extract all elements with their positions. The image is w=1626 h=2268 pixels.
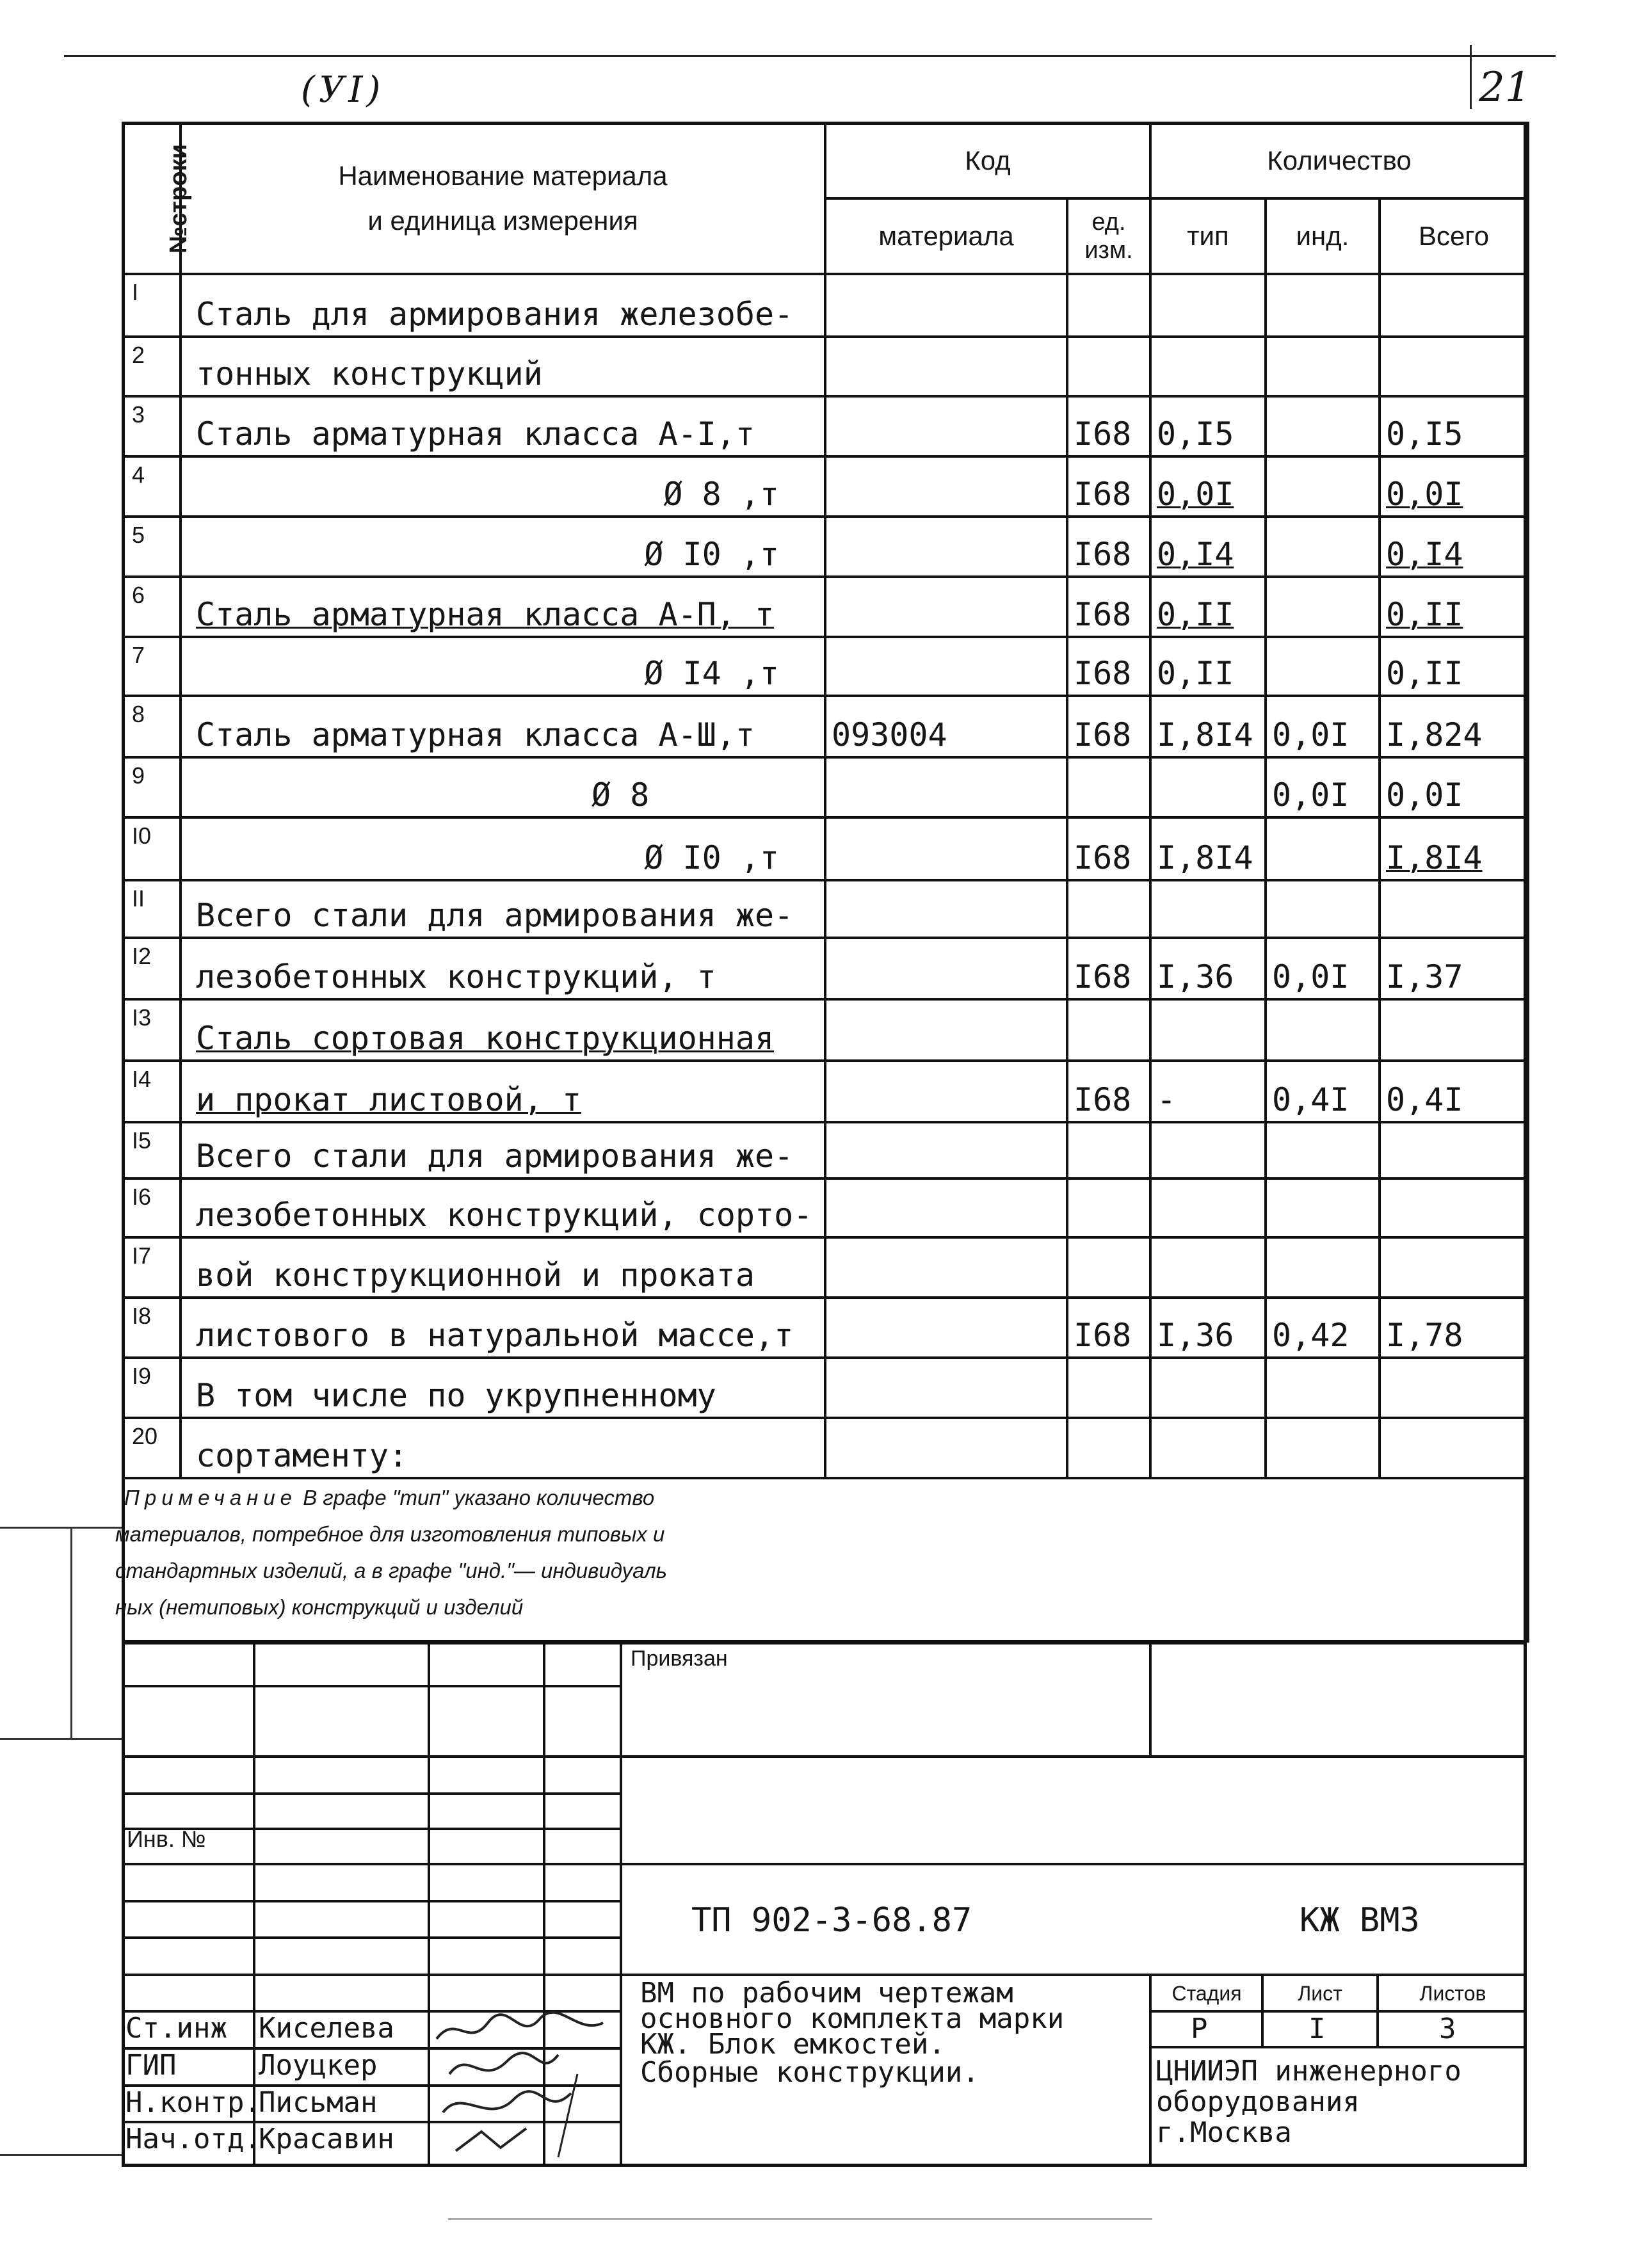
- note-line4: ных (нетиповых) конструкций и изделий: [115, 1595, 524, 1619]
- qty-total: [1380, 1418, 1528, 1478]
- unit-code: [1067, 880, 1150, 938]
- qty-total: 0,I4: [1380, 517, 1528, 577]
- row-number: 9: [123, 757, 181, 817]
- signer-name: Лоуцкер: [259, 2049, 378, 2082]
- document-mark: КЖ ВМЗ: [1300, 1901, 1420, 1940]
- row-number: I0: [123, 817, 181, 880]
- row-number: I8: [123, 1298, 181, 1358]
- qty-ind: [1266, 337, 1380, 396]
- material-code: [825, 1298, 1067, 1358]
- qty-ind: [1266, 517, 1380, 577]
- table-row: [123, 517, 1528, 577]
- grid-line: [122, 1642, 1527, 1645]
- row-number: II: [123, 880, 181, 938]
- name-header: [181, 123, 825, 274]
- qty-ind: [1266, 1358, 1380, 1418]
- qty-ind: [1266, 274, 1380, 337]
- bottom-rule: [448, 2218, 1152, 2220]
- table-row: [123, 880, 1528, 938]
- qty-ind: [1266, 817, 1380, 880]
- table-row: [123, 577, 1528, 637]
- page-number: 21: [1479, 64, 1531, 111]
- sheets-value: 3: [1439, 2013, 1456, 2045]
- grid-line: [1149, 1974, 1152, 2167]
- table-row: [123, 817, 1528, 880]
- material-code: [825, 396, 1067, 456]
- sheet-label: Лист: [1298, 1982, 1342, 2005]
- qty-type: 0,II: [1150, 577, 1266, 637]
- unit-code: I68: [1067, 456, 1150, 517]
- title-line-3: КЖ. Блок емкостей.: [640, 2028, 946, 2061]
- material-code: [825, 1418, 1067, 1478]
- row-number: 7: [123, 637, 181, 696]
- table-row: [123, 999, 1528, 1061]
- table-row: [123, 337, 1528, 396]
- qty-type: I,36: [1150, 1298, 1266, 1358]
- code-unit-header: [1067, 198, 1150, 274]
- document-code: ТП 902-3-68.87: [691, 1901, 972, 1940]
- table-row: [123, 1358, 1528, 1418]
- name-header-line1: Наименование материала: [338, 161, 668, 191]
- qty-ind: [1266, 396, 1380, 456]
- stage-value: Р: [1191, 2013, 1208, 2045]
- row-number: 8: [123, 696, 181, 757]
- qty-type: [1150, 274, 1266, 337]
- row-number: 20: [123, 1418, 181, 1478]
- top-rule: [64, 55, 1556, 57]
- qty-total: I,824: [1380, 696, 1528, 757]
- table-row: [123, 938, 1528, 999]
- title-line-2: основного комплекта марки: [640, 2002, 1065, 2035]
- qty-ind: [1266, 1178, 1380, 1237]
- material-name: Ø I0 ,т: [181, 817, 825, 880]
- note-row: [123, 1478, 1528, 1641]
- unit-code: [1067, 999, 1150, 1061]
- qty-ind: [1266, 456, 1380, 517]
- row-number: 6: [123, 577, 181, 637]
- table-row: [123, 1178, 1528, 1237]
- qty-type: [1150, 1122, 1266, 1178]
- row-number-header-label: №строки: [165, 143, 192, 253]
- margin-line: [0, 2154, 122, 2156]
- page-number-box-left: [1470, 45, 1472, 109]
- qty-total: 0,II: [1380, 577, 1528, 637]
- qty-ind: [1266, 577, 1380, 637]
- row-number: I: [123, 274, 181, 337]
- qty-ind: [1266, 999, 1380, 1061]
- row-number: I4: [123, 1061, 181, 1122]
- qty-type: [1150, 337, 1266, 396]
- table-row: [123, 1298, 1528, 1358]
- qty-total: 0,0I: [1380, 757, 1528, 817]
- qty-type: 0,I4: [1150, 517, 1266, 577]
- signer-name: Красавин: [259, 2123, 394, 2155]
- sheet-mark: (УI): [301, 69, 385, 111]
- qty-ind: [1266, 1418, 1380, 1478]
- material-code: [825, 517, 1067, 577]
- qty-total: 0,I5: [1380, 396, 1528, 456]
- qty-total: 0,4I: [1380, 1061, 1528, 1122]
- qty-type: I,8I4: [1150, 817, 1266, 880]
- qty-type: [1150, 1358, 1266, 1418]
- qty-type: [1150, 1237, 1266, 1298]
- qty-type: [1150, 757, 1266, 817]
- qty-type: I,36: [1150, 938, 1266, 999]
- table-row: [123, 1237, 1528, 1298]
- unit-code: [1067, 274, 1150, 337]
- qty-ind: [1266, 637, 1380, 696]
- row-number-header: [123, 123, 192, 274]
- unit-code: [1067, 1178, 1150, 1237]
- signer-name: Киселева: [259, 2012, 394, 2045]
- title-line-1: ВМ по рабочим чертежам: [640, 1977, 1013, 2009]
- table-row: [123, 396, 1528, 456]
- qty-ind: [1266, 1122, 1380, 1178]
- qty-total: [1380, 880, 1528, 938]
- qty-type: [1150, 999, 1266, 1061]
- grid-line: [122, 1936, 621, 1939]
- material-code: [825, 456, 1067, 517]
- table-row: [123, 757, 1528, 817]
- row-number: 3: [123, 396, 181, 456]
- signer-role: Н.контр.: [125, 2086, 261, 2119]
- qty-total: 0,II: [1380, 637, 1528, 696]
- unit-code: I68: [1067, 1298, 1150, 1358]
- material-code: [825, 880, 1067, 938]
- material-code: [825, 1122, 1067, 1178]
- material-name: Сталь арматурная класса А-I,т: [181, 396, 825, 456]
- material-name: Ø 8 ,т: [181, 456, 825, 517]
- material-code: [825, 274, 1067, 337]
- grid-line: [620, 1755, 1527, 1758]
- unit-code: I68: [1067, 817, 1150, 880]
- qty-ind: [1266, 880, 1380, 938]
- table-row: [123, 696, 1528, 757]
- title-line-4: Сборные конструкции.: [640, 2056, 979, 2089]
- qty-total: [1380, 1122, 1528, 1178]
- qty-total: [1380, 1358, 1528, 1418]
- qty-ind: 0,0I: [1266, 696, 1380, 757]
- qty-ind-header: инд.: [1266, 198, 1380, 274]
- qty-ind: 0,0I: [1266, 757, 1380, 817]
- signer-role: ГИП: [125, 2049, 177, 2082]
- material-code: [825, 1237, 1067, 1298]
- code-unit-header-line1: ед.: [1091, 209, 1126, 236]
- org-line-3: г.Москва: [1156, 2116, 1292, 2149]
- material-code: [825, 999, 1067, 1061]
- grid-line: [122, 1755, 621, 1758]
- sheet-value: I: [1308, 2013, 1326, 2045]
- material-name: Всего стали для армирования же-: [181, 1122, 825, 1178]
- qty-total: 0,0I: [1380, 456, 1528, 517]
- qty-total: [1380, 999, 1528, 1061]
- org-line-2: оборудования: [1156, 2086, 1360, 2118]
- row-number: 2: [123, 337, 181, 396]
- note-line3: стандартных изделий, а в графе "инд."— индивидуаль: [115, 1559, 668, 1582]
- unit-code: I68: [1067, 577, 1150, 637]
- qty-type-header: тип: [1150, 198, 1266, 274]
- material-name: Ø 8: [181, 757, 825, 817]
- code-header: Код: [825, 123, 1150, 198]
- row-number: I6: [123, 1178, 181, 1237]
- signer-role: Нач.отд.: [125, 2123, 261, 2155]
- grid-line: [620, 1974, 1527, 1976]
- table-row: [123, 637, 1528, 696]
- qty-ind: [1266, 1237, 1380, 1298]
- qty-total: [1380, 1237, 1528, 1298]
- row-number: I2: [123, 938, 181, 999]
- unit-code: I68: [1067, 517, 1150, 577]
- qty-total: [1380, 337, 1528, 396]
- qty-ind: 0,4I: [1266, 1061, 1380, 1122]
- row-number: I5: [123, 1122, 181, 1178]
- code-material-header: материала: [825, 198, 1067, 274]
- qty-type: [1150, 1178, 1266, 1237]
- unit-code: [1067, 337, 1150, 396]
- unit-code: I68: [1067, 637, 1150, 696]
- material-name: сортаменту:: [181, 1418, 825, 1478]
- grid-line: [620, 1863, 1527, 1865]
- grid-line: [122, 1863, 621, 1865]
- qty-type: -: [1150, 1061, 1266, 1122]
- qty-total: I,8I4: [1380, 817, 1528, 880]
- grid-line: [122, 1792, 621, 1795]
- qty-type: I,8I4: [1150, 696, 1266, 757]
- unit-code: [1067, 1358, 1150, 1418]
- note-lead: Примечание: [124, 1486, 298, 1509]
- table-row: [123, 456, 1528, 517]
- inv-no-label: Инв. №: [127, 1826, 206, 1852]
- qty-total: I,37: [1380, 938, 1528, 999]
- material-name: и прокат листовой, т: [181, 1061, 825, 1122]
- material-name: В том числе по укрупненному: [181, 1358, 825, 1418]
- material-name: листового в натуральной массе,т: [181, 1298, 825, 1358]
- qty-total: [1380, 1178, 1528, 1237]
- material-name: Сталь арматурная класса А-Ш,т: [181, 696, 825, 757]
- table-row: [123, 1418, 1528, 1478]
- material-name: лезобетонных конструкций, сорто-: [181, 1178, 825, 1237]
- qty-type: [1150, 1418, 1266, 1478]
- qty-ind: 0,0I: [1266, 938, 1380, 999]
- unit-code: I68: [1067, 696, 1150, 757]
- signer-name: Письман: [259, 2086, 378, 2119]
- note-line2: материалов, потребное для изготовления типовых и: [115, 1522, 665, 1546]
- row-number: 5: [123, 517, 181, 577]
- table-row: [123, 1061, 1528, 1122]
- signature-scribbles: [430, 2010, 616, 2164]
- row-number: 4: [123, 456, 181, 517]
- material-code: 093004: [825, 696, 1067, 757]
- grid-line: [122, 1685, 621, 1687]
- material-code: [825, 938, 1067, 999]
- grid-line: [122, 1900, 621, 1902]
- material-code: [825, 1061, 1067, 1122]
- row-number: I3: [123, 999, 181, 1061]
- material-name: Сталь для армирования железобе-: [181, 274, 825, 337]
- margin-line: [70, 1527, 72, 1738]
- material-code: [825, 1358, 1067, 1418]
- unit-code: I68: [1067, 1061, 1150, 1122]
- stage-label: Стадия: [1171, 1982, 1242, 2005]
- qty-type: 0,I5: [1150, 396, 1266, 456]
- grid-line: [122, 1974, 621, 1976]
- margin-line: [0, 1738, 122, 1740]
- unit-code: I68: [1067, 938, 1150, 999]
- material-name: Сталь сортовая конструкционная: [181, 999, 825, 1061]
- material-name: Ø I4 ,т: [181, 637, 825, 696]
- unit-code: I68: [1067, 396, 1150, 456]
- material-code: [825, 1178, 1067, 1237]
- material-code: [825, 757, 1067, 817]
- row-number: I9: [123, 1358, 181, 1418]
- quantity-header: Количество: [1150, 123, 1528, 198]
- qty-total: I,78: [1380, 1298, 1528, 1358]
- material-code: [825, 577, 1067, 637]
- material-name: Сталь арматурная класса А-П, т: [181, 577, 825, 637]
- unit-code: [1067, 757, 1150, 817]
- note-line1: В графе "тип" указано количество: [303, 1486, 655, 1509]
- qty-ind: 0,42: [1266, 1298, 1380, 1358]
- material-code: [825, 817, 1067, 880]
- grid-line: [1149, 1642, 1152, 1757]
- qty-type: [1150, 880, 1266, 938]
- unit-code: [1067, 1237, 1150, 1298]
- table-row: [123, 274, 1528, 337]
- material-name: лезобетонных конструкций, т: [181, 938, 825, 999]
- qty-type: 0,0I: [1150, 456, 1266, 517]
- privyazan-label: Привязан: [631, 1646, 728, 1671]
- signer-role: Ст.инж: [125, 2012, 227, 2045]
- note-cell: [115, 1478, 1528, 1641]
- grid-line: [1149, 2046, 1527, 2048]
- qty-total: [1380, 274, 1528, 337]
- material-code: [825, 337, 1067, 396]
- unit-code: [1067, 1122, 1150, 1178]
- materials-table: [115, 122, 1529, 1643]
- material-code: [825, 637, 1067, 696]
- material-name: Всего стали для армирования же-: [181, 880, 825, 938]
- grid-line: [620, 1642, 622, 2167]
- unit-code: [1067, 1418, 1150, 1478]
- code-unit-header-line2: изм.: [1084, 237, 1133, 264]
- margin-line: [0, 1527, 122, 1529]
- row-number: I7: [123, 1237, 181, 1298]
- material-name: тонных конструкций: [181, 337, 825, 396]
- table-row: [123, 1122, 1528, 1178]
- sheets-label: Листов: [1419, 1982, 1486, 2005]
- qty-total-header: Всего: [1380, 198, 1528, 274]
- material-name: вой конструкционной и проката: [181, 1237, 825, 1298]
- header-row-1: [123, 123, 1528, 198]
- material-name: Ø I0 ,т: [181, 517, 825, 577]
- qty-type: 0,II: [1150, 637, 1266, 696]
- name-header-line2: и единица измерения: [367, 205, 638, 236]
- org-line-1: ЦНИИЭП инженерного: [1156, 2055, 1461, 2087]
